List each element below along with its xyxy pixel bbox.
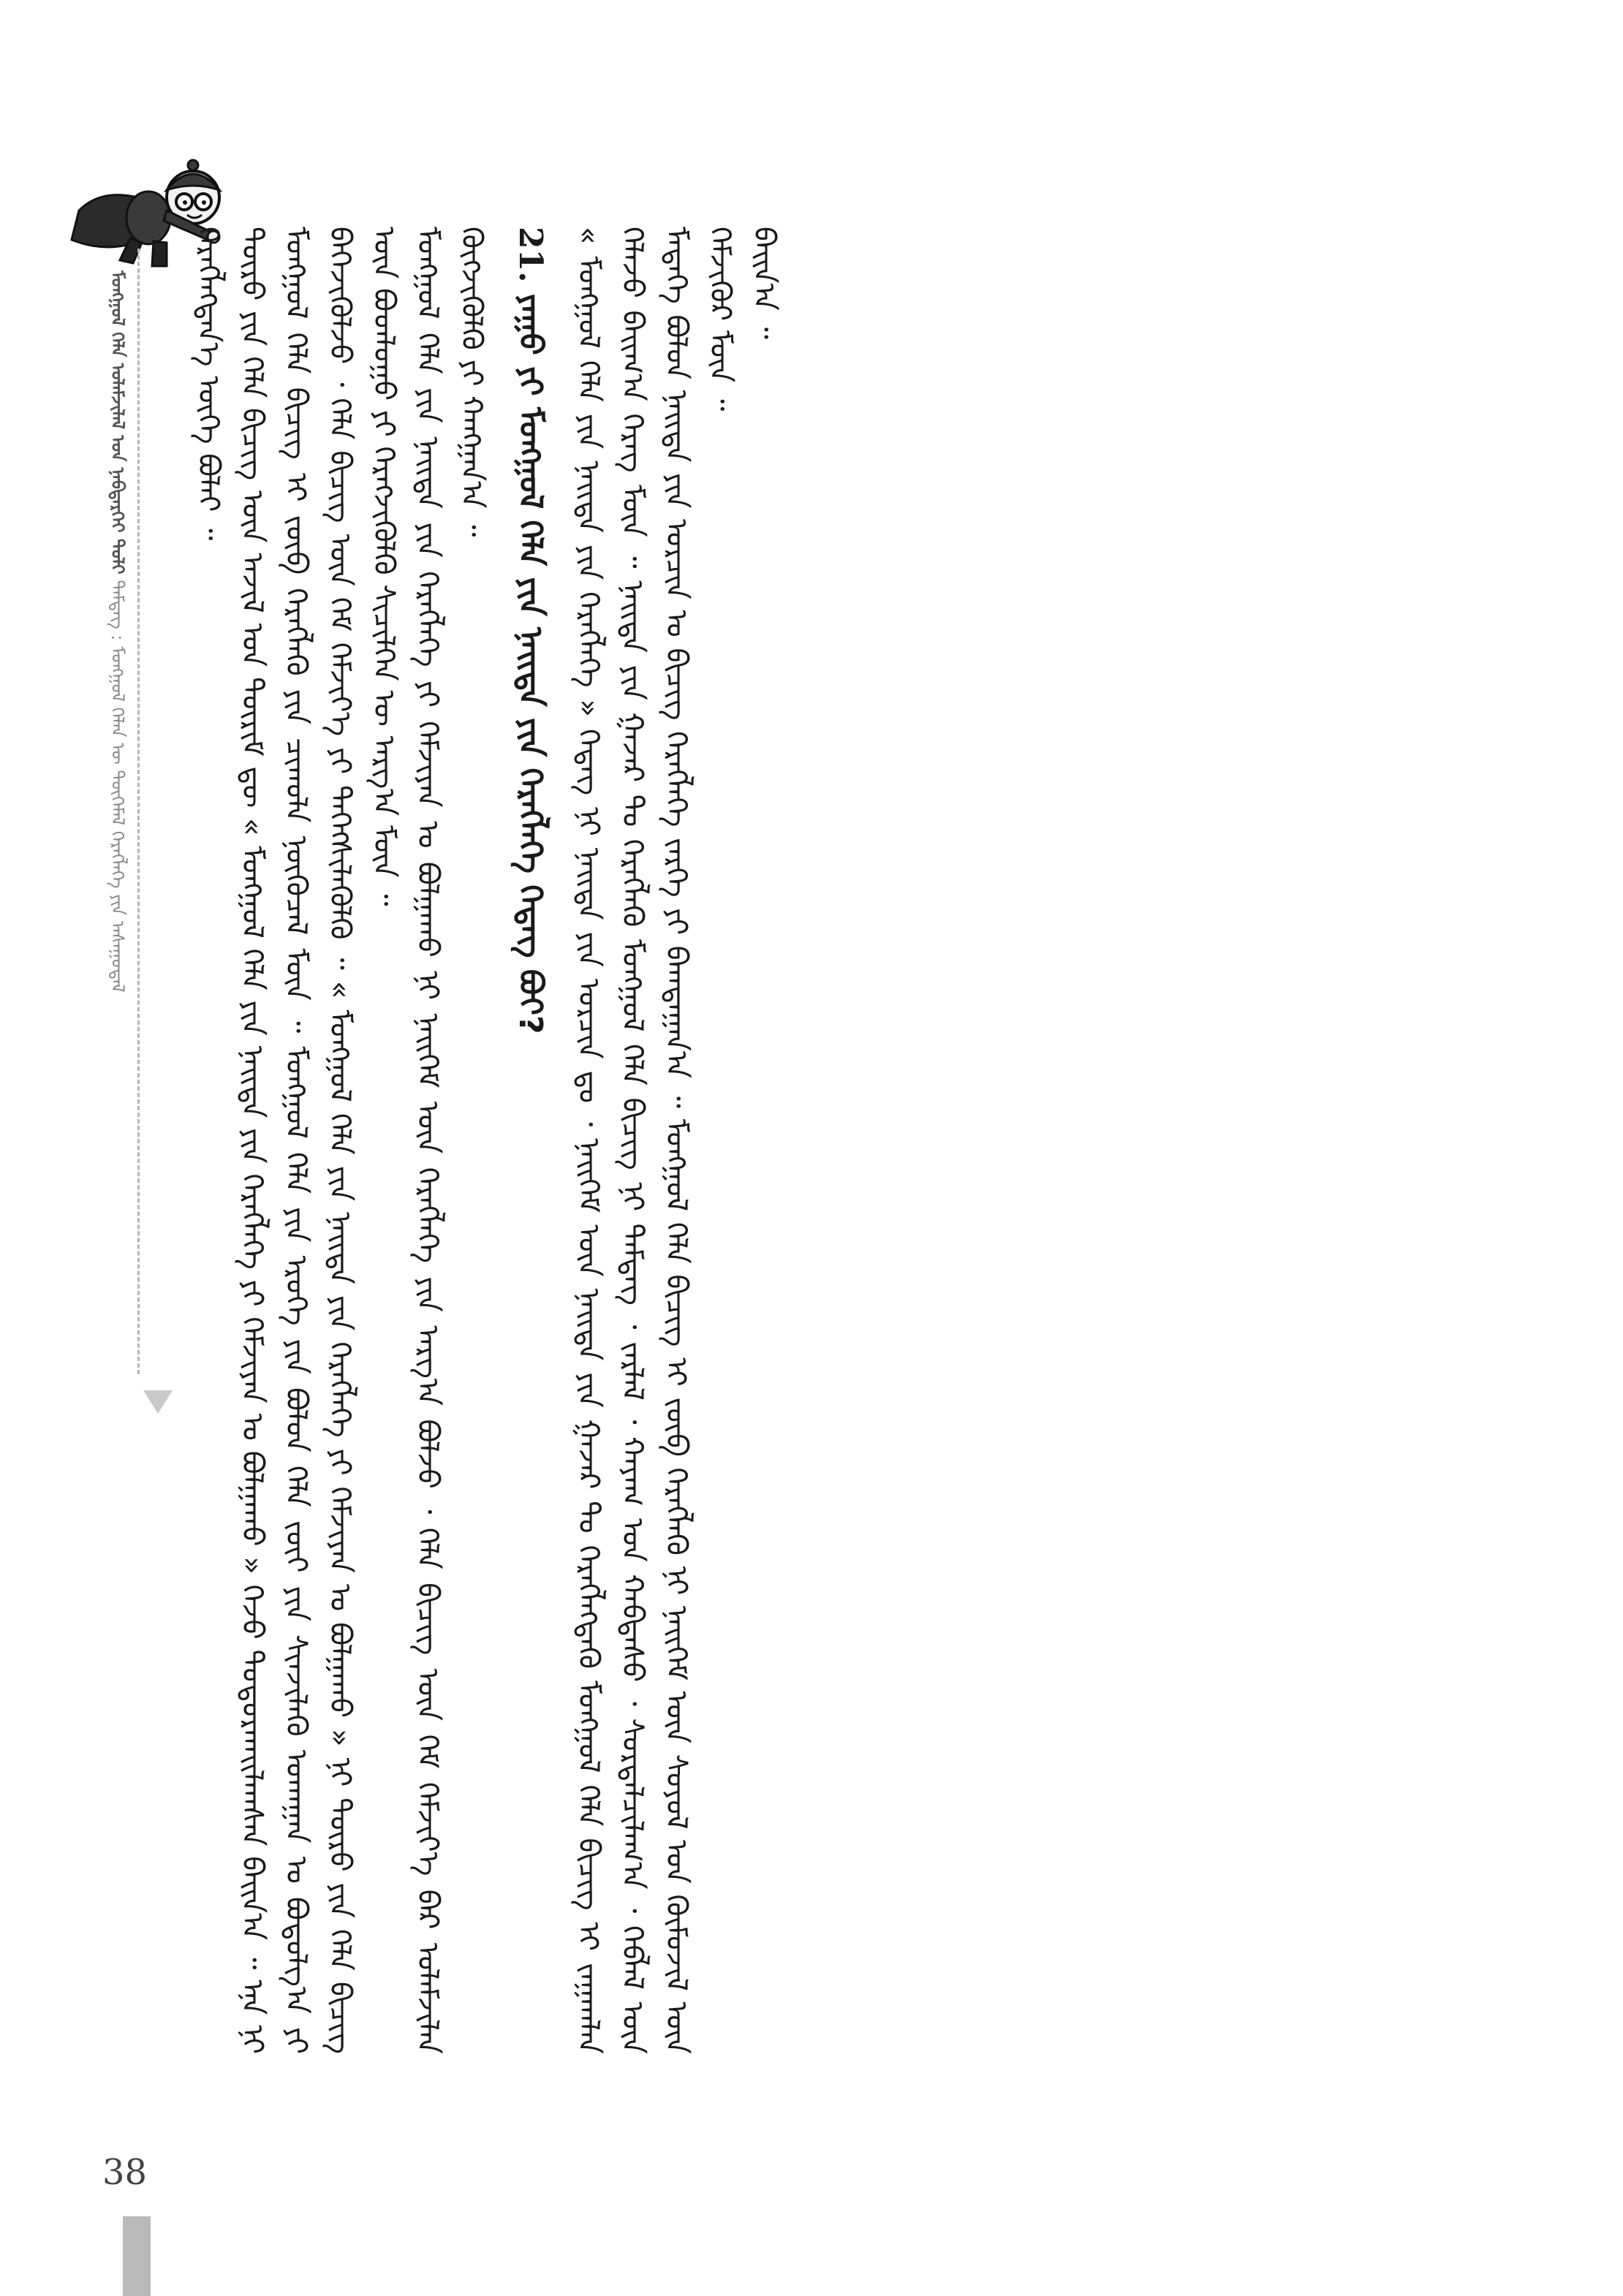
question-title: ᠶᠠᠭᠤ ᠶᠢ ᠮᠣᠩᠭᠣᠯ ᠬᠡᠯᠡ ᠶᠢᠨ ᠨᠡᠢᠲᠡ ᠶᠢᠨ ᠬᠡᠷᠡᠭᠯᠡᠭᠡ ᠭᠡᠳᠡᠭ ᠪᠤᠢ? [512,293,549,1034]
paragraph: ᠬᠡᠷᠡᠭᠯᠡᠭᠳᠡᠨ᠎ᠡ ᠦᠭᠡ ᠪᠣᠯᠠᠢ ᠃ [192,227,225,541]
side-tab [123,2216,151,2296]
paragraph: ᠮᠣᠩᠭᠣᠯ ᠬᠡᠯᠡ ᠶᠢᠨ ᠨᠡᠢᠲᠡ ᠶᠢᠨ ᠬᠡᠷᠡᠭᠯᠡᠭᠡ ᠶᠢ ᠬᠡᠮᠵᠢᠶᠡᠨ ᠤ ᠪᠣᠯᠭᠠᠬᠤ ᠨᠢ ᠨᠡᠢᠭᠡᠮ ᠦᠨ ᠬᠡᠷᠡᠭᠯᠡᠭᠡ ᠶᠢᠨ ᠠᠷᠭ᠎ᠠ ᠪᠣᠯᠵᠤ ᠂ ᠬᠡᠯᠡ ᠪᠢᠴᠢᠭ ᠦᠨ ᠬᠡᠮ ᠬᠡᠮᠵᠢᠶ᠎ᠡ ᠪᠡᠷ ᠤᠯᠠᠮᠵᠢᠯᠠᠨ ᠬᠥᠭᠵᠢᠭᠦᠯᠬᠦ ᠶᠢ ᠬᠠᠩᠭᠠᠨ᠎ᠠ ᠃ [411,227,488,2054]
paragraph: ᠪᠠᠢᠨ᠎ᠠ ᠃ [747,227,781,339]
running-header [102,270,132,1352]
question-number: 21. [512,227,549,283]
triangle-arrow-icon [143,1390,173,1414]
header-divider [137,249,140,1374]
paragraph: ᠲᠦᠷᠦ ᠶᠢᠨ ᠬᠡᠯᠡ ᠪᠢᠴᠢᠭ ᠦᠨ ᠠᠵᠢᠯ ᠤᠨ ᠳᠦᠷᠢᠮ ᠳᠦ « ᠮᠣᠩᠭᠣᠯ ᠬᠡᠯᠡ ᠶᠢᠨ ᠨᠡᠢᠲᠡ ᠶᠢᠨ ᠬᠡᠷᠡᠭᠯᠡᠭᠡ ᠶᠢ ᠬᠡᠮᠵᠢᠶᠡᠨ ᠤ ᠪᠣᠯᠭᠠᠬᠤ » ᠭᠡᠵᠦ ᠲᠣᠳᠣᠷᠬᠠᠢᠯᠠᠭᠰᠠᠨ ᠪᠠᠢᠨ᠎ᠠ ᠃ ᠡᠨᠡ ᠨᠢ ᠮᠣᠩᠭᠣᠯ ᠬᠡᠯᠡ ᠪᠢᠴᠢᠭ ᠢ ᠵᠥᠪ ᠬᠡᠷᠡᠭᠯᠡᠬᠦ ᠶᠢᠨ ᠴᠢᠬᠤᠯᠠ ᠨᠥᠬᠦᠴᠡᠯ ᠮᠥᠨ ᠃ ᠮᠣᠩᠭᠣᠯ ᠬᠡᠯᠡ ᠶᠢᠨ ᠡᠷᠦᠬᠡ ᠶᠢᠨ ᠪᠣᠯᠤᠨ ᠬᠡᠯᠡ ᠵᠦᠢ ᠶᠢᠨ ᠰᠢᠨᠵᠢᠯᠡᠬᠦ ᠤᠬᠠᠭᠠᠨ ᠤ ᠪᠣᠳᠤᠯᠭ᠎ᠠ ᠶᠢ ᠪᠡᠬᠡᠵᠢᠭᠦᠯᠵᠦ ᠂ ᠬᠡᠯᠡ ᠪᠢᠴᠢᠭ ᠦᠨ ᠬᠡᠮ ᠬᠡᠮᠵᠢᠶ᠎ᠡ ᠶᠢ ᠳᠡᠭᠡᠭᠰᠢᠯᠡᠭᠦᠯᠬᠦ ᠃ « ᠮᠣᠩᠭᠣᠯ ᠬᠡᠯᠡ ᠶᠢᠨ ᠨᠡᠢᠲᠡ ᠶᠢᠨ ᠬᠡᠷᠡᠭᠯᠡᠭᠡ ᠶᠢ ᠬᠡᠮᠵᠢᠶᠡᠨ ᠤ ᠪᠣᠯᠭᠠᠬᠤ » ᠨᠢ ᠲᠦᠷᠦ ᠶᠢᠨ ᠬᠡᠯᠡ ᠪᠢᠴᠢᠭ ᠦᠨ ᠪᠣᠳᠯᠣᠭᠣ ᠶᠢ ᠬᠡᠷᠡᠭᠵᠢᠭᠦᠯᠬᠦ ᠰᠢᠴᠢᠯᠭᠡᠨ ᠦ ᠠᠷᠭ᠎ᠠ ᠮᠥᠨ ᠃ [235,227,401,2054]
question-heading [493,227,567,2054]
chapter-title: ᠲᠡᠮᠳᠡᠭ᠌ : ᠮᠣᠩᠭᠣᠯ ᠬᠡᠯᠡᠨ ᠦ ᠲᠦᠭᠡᠮᠡᠯ ᠬᠡᠷᠡᠭᠯᠡᠭᠡ ᠶᠢᠨ ᠠᠰᠠᠭᠤᠳᠠᠯ [107,580,128,993]
series-title: ᠮᠣᠩᠭᠣᠯ ᠬᠡᠯᠡ ᠤᠯᠠᠮᠵᠢᠯᠠᠯ ᠤᠨ ᠨᠡᠪᠲᠡᠷᠬᠡᠢ ᠲᠣᠯᠢ [107,270,128,575]
paragraph: « ᠮᠣᠩᠭᠣᠯ ᠬᠡᠯᠡ ᠶᠢᠨ ᠨᠡᠢᠲᠡ ᠶᠢᠨ ᠬᠡᠷᠡᠭᠯᠡᠭᠡ » ᠭᠡᠳᠡᠭ ᠨᠢ ᠨᠡᠢᠲᠡ ᠶᠢᠨ ᠣᠷᠴᠢᠨ ᠳᠤ ᠂ ᠨᠡᠢᠭᠡᠮ ᠦᠨ ᠨᠡᠢᠲᠡ ᠶᠢᠨ ᠭᠠᠵᠠᠷ ᠲᠤ ᠬᠡᠷᠡᠭᠯᠡᠭᠳᠡᠬᠦ ᠮᠣᠩᠭᠣᠯ ᠬᠡᠯᠡ ᠪᠢᠴᠢᠭ ᠢ ᠵᠠᠭᠠᠭᠯᠠᠨ ᠬᠡᠯᠡᠵᠦ ᠪᠠᠢᠭ᠎ᠠ ᠬᠡᠷᠡᠭ ᠮᠥᠨ ᠃ ᠨᠡᠢᠲᠡ ᠶᠢᠨ ᠭᠠᠵᠠᠷ ᠲᠤ ᠬᠡᠷᠡᠭᠯᠡᠬᠦ ᠮᠣᠩᠭᠣᠯ ᠬᠡᠯᠡ ᠪᠢᠴᠢᠭ ᠨᠢ ᠲᠡᠮᠳᠡᠭ ᠂ ᠵᠠᠷᠯᠠᠯ ᠂ ᠬᠠᠶᠠᠭ ᠤᠨ ᠬᠠᠪᠲᠠᠰᠤ ᠂ ᠰᠤᠷᠲᠠᠯᠴᠢᠯᠠᠭ᠎ᠠ ᠂ ᠬᠡᠪᠯᠡᠯ ᠦᠨ ᠮᠡᠳᠡᠭᠡ ᠪᠣᠯᠤᠨ ᠨᠡᠢᠲᠡ ᠶᠢᠨ ᠣᠷᠴᠢᠨ ᠤ ᠪᠢᠴᠢᠭ ᠬᠡᠷᠡᠭᠯᠡᠭᠡ ᠵᠡᠷᠭᠡ ᠶᠢ ᠪᠠᠭᠲᠠᠭᠠᠨ᠎ᠠ ᠃ ᠮᠣᠩᠭᠣᠯ ᠬᠡᠯᠡ ᠪᠢᠴᠢᠭ ᠢ ᠵᠥᠪ ᠬᠡᠷᠡᠭᠯᠡᠬᠦ ᠨᠢ ᠨᠡᠢᠭᠡᠮ ᠦᠨ ᠰᠣᠶᠣᠯ ᠤᠨ ᠬᠦᠮᠦᠵᠢᠯ ᠦᠨ ᠬᠡᠮᠵᠢᠭᠦᠷ ᠮᠥᠨ ᠃ [572,227,737,2054]
body-text [186,227,1327,2054]
page-number: 38 [102,2152,148,2193]
